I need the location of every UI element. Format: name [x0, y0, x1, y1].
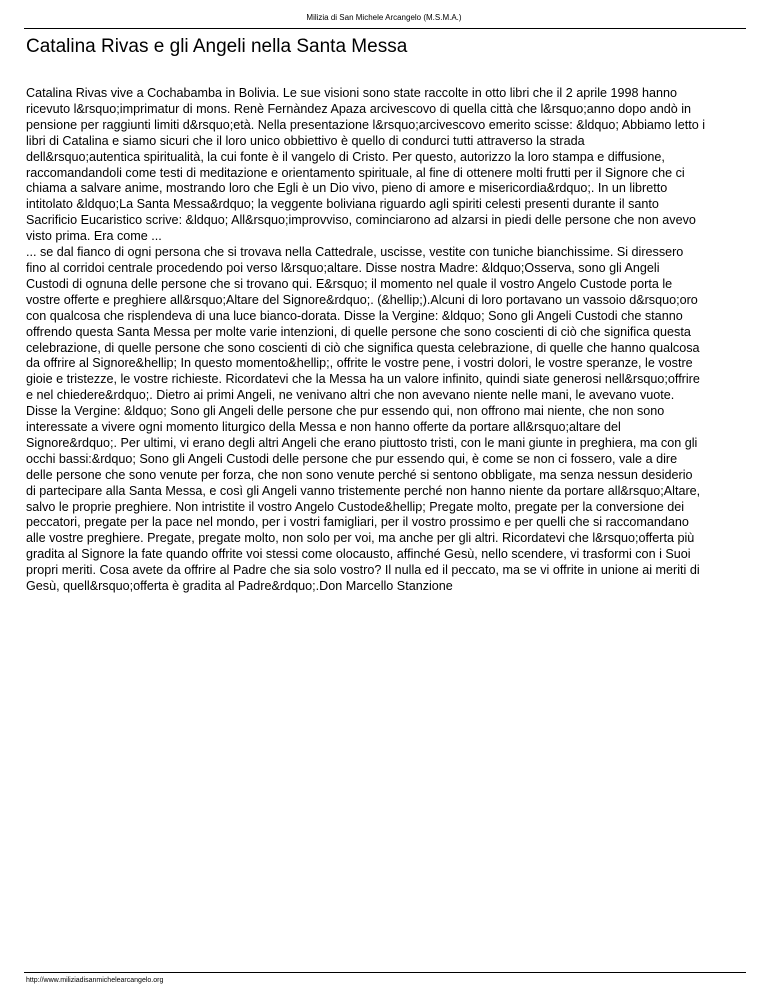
text-line: Catalina Rivas vive a Cochabamba in Bolivia. Le sue visioni sono state raccolte in otto libri che il 2 aprile 1998 hanno	[26, 86, 678, 100]
text-line: celebrazione, di quelle persone che sono coscienti di ciò che significa questa celebrazione, di quelle che hanno qualcosa	[26, 340, 700, 355]
text-line: libri di Catalina e siamo sicuri che il loro unico obbiettivo è quello di condurci tutti attraverso la strada	[26, 133, 585, 148]
text-line: pensione per raggiunti limiti d&rsquo;età. Nella presentazione l&rsquo;arcivescovo emerito scisse: &ldquo; Abbiamo letto i	[26, 117, 706, 132]
text-line: ricevuto l&rsquo;imprimatur di mons. Renè Fernàndez Apaza arcivescovo di quella città che l&rsquo;anno dopo andò in	[26, 101, 692, 116]
text-line: intitolato &ldquo;La Santa Messa&rdquo; la veggente boliviana riguardo agli spiriti celesti presenti durante il santo	[26, 197, 659, 212]
text-line: gradita al Signore la fate quando offrite voi stessi come olocausto, affinché Gesù, nello scendere, vi trasformi con i Suoi	[26, 547, 691, 562]
text-line: occhi bassi:&rdquo; Sono gli Angeli Custodi delle persone che pur essendo qui, è come se non ci fossero, vale a dire	[26, 451, 678, 466]
footer-divider	[24, 972, 746, 973]
text-line: Sacrificio Eucaristico scrive: &ldquo; All&rsquo;improvviso, cominciarono ad alzarsi in piedi delle persone che non avevo	[26, 213, 696, 228]
header-divider	[24, 28, 746, 29]
text-line: visto prima. Era come ...	[26, 229, 162, 244]
text-line: delle persone che sono venute per forza, che non sono venute perché si sentono obbligate, ma senza nessun desiderio	[26, 467, 693, 482]
text-line: e nel chiedere&rdquo;. Dietro ai primi Angeli, ne venivano altri che non avevano niente nelle mani, le avevano vuote.	[26, 388, 675, 403]
text-line: offrendo questa Santa Messa per molte varie intenzioni, di quelle persone che sono coscienti di ciò che significa questa	[26, 324, 691, 339]
text-line: fino al corridoi centrale procedendo poi verso l&rsquo;altare. Disse nostra Madre: &ldquo;Osserva, sono gli Angeli	[26, 260, 660, 275]
text-line: salvo le proprie preghiere. Non intristite il vostro Angelo Custode&hellip; Pregate molto, pregate per la conversione dei	[26, 499, 685, 514]
text-line: con qualcosa che risplendeva di una luce bianco-dorata. Disse la Vergine: &ldquo; Sono gli Angeli Custodi che stanno	[26, 308, 683, 323]
article-title: Catalina Rivas e gli Angeli nella Santa Messa	[26, 36, 408, 57]
text-line: gioie e tristezze, le vostre richieste. Ricordatevi che la Messa ha un valore infinito, quindi siate generosi nell&rsquo;offrire	[26, 372, 700, 387]
text-line: Custodi di ognuna delle persone che si trovano qui. E&rsquo; il momento nel quale il vostro Angelo Custode porta le	[26, 276, 673, 291]
text-line: interessate a vivere ogni momento liturgico della Messa e non hanno offerte da portare all&rsquo;altare del	[26, 420, 621, 435]
article-body	[26, 86, 705, 595]
text-line: da offrire al Signore&hellip; In questo momento&hellip;, offrite le vostre pene, i vostri dolori, le vostre speranze, le vostre	[26, 356, 693, 371]
text-line: dell&rsquo;autentica spiritualità, la cui fonte è il vangelo di Cristo. Per questo, autorizzo la loro stampa e diffusione,	[26, 149, 665, 164]
text-line: propri meriti. Cosa avete da offrire al Padre che sia solo vostro? Il nulla ed il peccato, ma se vi offrite in unione ai meriti di	[26, 563, 700, 578]
text-line: chiama a salvare anime, mostrando loro che Egli è un Dio vivo, pieno di amore e misericordia&rdquo;. In un libretto	[26, 181, 668, 196]
text-line: peccatori, pregate per la pace nel mondo, per i vostri famigliari, per il vostro prossimo e per quelli che si raccomandano	[26, 515, 689, 530]
text-line: ... se dal fianco di ogni persona che si trovava nella Cattedrale, uscisse, vestite con tuniche bianchissime. Si diressero	[26, 245, 684, 260]
page-header: Milizia di San Michele Arcangelo (M.S.M.A.)	[306, 13, 462, 22]
text-line: vostre offerte e preghiere all&rsquo;Altare del Signore&rdquo;. (&hellip;).Alcuni di loro portavano un vassoio d&rsquo;oro	[26, 292, 698, 307]
footer-url: http://www.miliziadisanmichelearcangelo.org	[26, 977, 164, 984]
text-line: Gesù, quell&rsquo;offerta è gradita al Padre&rdquo;.Don Marcello Stanzione	[26, 579, 453, 594]
text-line: alle vostre preghiere. Pregate, pregate molto, non solo per voi, ma anche per gli altri. Ricordatevi che l&rsquo;offerta più	[26, 531, 695, 546]
text-line: Disse la Vergine: &ldquo; Sono gli Angeli delle persone che pur essendo qui, non offrono mai niente, che non sono	[26, 404, 665, 419]
text-line: raccomandandoli come testi di meditazione e orientamento spirituale, al fine di ottenere molti frutti per il Signore che ci	[26, 165, 685, 180]
text-line: di partecipare alla Santa Messa, e così gli Angeli vanno tristemente perché non hanno niente da portare all&rsquo;Altare,	[26, 483, 701, 498]
text-line: Signore&rdquo;. Per ultimi, vi erano degli altri Angeli che erano piuttosto tristi, con le mani giunte in preghiera, ma con gli	[26, 435, 698, 450]
